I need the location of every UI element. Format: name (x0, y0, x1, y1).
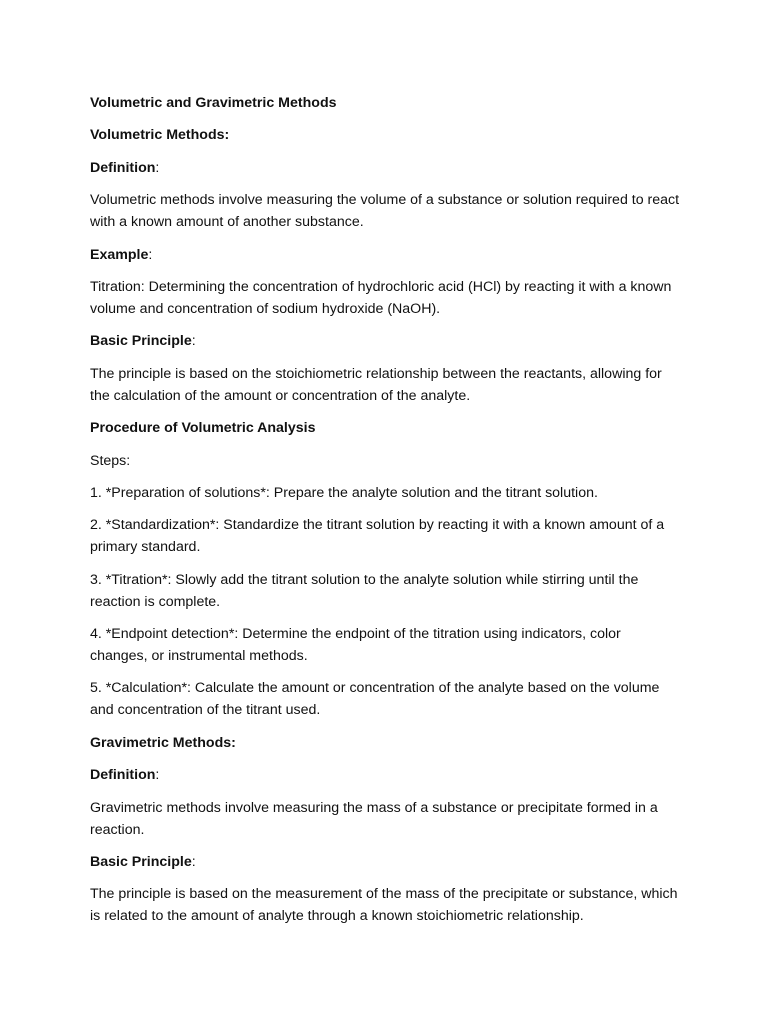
volumetric-definition-label-line: Definition: (90, 159, 160, 176)
gravimetric-heading: Gravimetric Methods: (90, 734, 236, 751)
document-title: Volumetric and Gravimetric Methods (90, 95, 337, 111)
procedure-step: 2. *Standardization*: Standardize the titrant solution by reacting it with a known amount of a primary standard. (90, 517, 665, 556)
volumetric-heading: Volumetric Methods: (90, 127, 230, 144)
procedure-step: 1. *Preparation of solutions*: Prepare the analyte solution and the titrant solution. (90, 484, 598, 501)
gravimetric-principle-label: Basic Principle (90, 854, 192, 871)
procedure-steps-label: Steps: (90, 452, 131, 469)
procedure-step: 4. *Endpoint detection*: Determine the endpoint of the titration using indicators, color changes, or instrumental methods. (90, 626, 621, 665)
document-body (90, 92, 680, 938)
volumetric-example-text: Titration: Determining the concentration of hydrochloric acid (HCl) by reacting it with a known volume and concentration of sodium hydroxide (NaOH). (90, 278, 672, 317)
gravimetric-principle-label-line: Basic Principle: (90, 854, 196, 871)
volumetric-definition-label: Definition (90, 159, 156, 176)
gravimetric-definition-label-line: Definition: (90, 767, 160, 784)
procedure-step: 5. *Calculation*: Calculate the amount or concentration of the analyte based on the volume and concentration of the titrant used. (90, 680, 660, 719)
gravimetric-definition-label: Definition (90, 767, 156, 784)
procedure-step: 3. *Titration*: Slowly add the titrant solution to the analyte solution while stirring until the reaction is complete. (90, 571, 639, 610)
volumetric-definition-text: Volumetric methods involve measuring the volume of a substance or solution required to react with a known amount of another substance. (90, 192, 680, 231)
volumetric-example-label: Example (90, 246, 149, 263)
volumetric-principle-label-line: Basic Principle: (90, 333, 196, 350)
volumetric-example-label-line: Example: (90, 246, 153, 263)
volumetric-principle-label: Basic Principle (90, 333, 192, 350)
procedure-heading: Procedure of Volumetric Analysis (90, 420, 316, 437)
gravimetric-principle-text: The principle is based on the measurement of the mass of the precipitate or substance, which is related to the amount of analyte through a known stoichiometric relationship. (90, 886, 678, 925)
volumetric-principle-text: The principle is based on the stoichiometric relationship between the reactants, allowing for the calculation of the amount or concentration of the analyte. (90, 365, 662, 404)
gravimetric-definition-text: Gravimetric methods involve measuring the mass of a substance or precipitate formed in a reaction. (90, 799, 658, 838)
